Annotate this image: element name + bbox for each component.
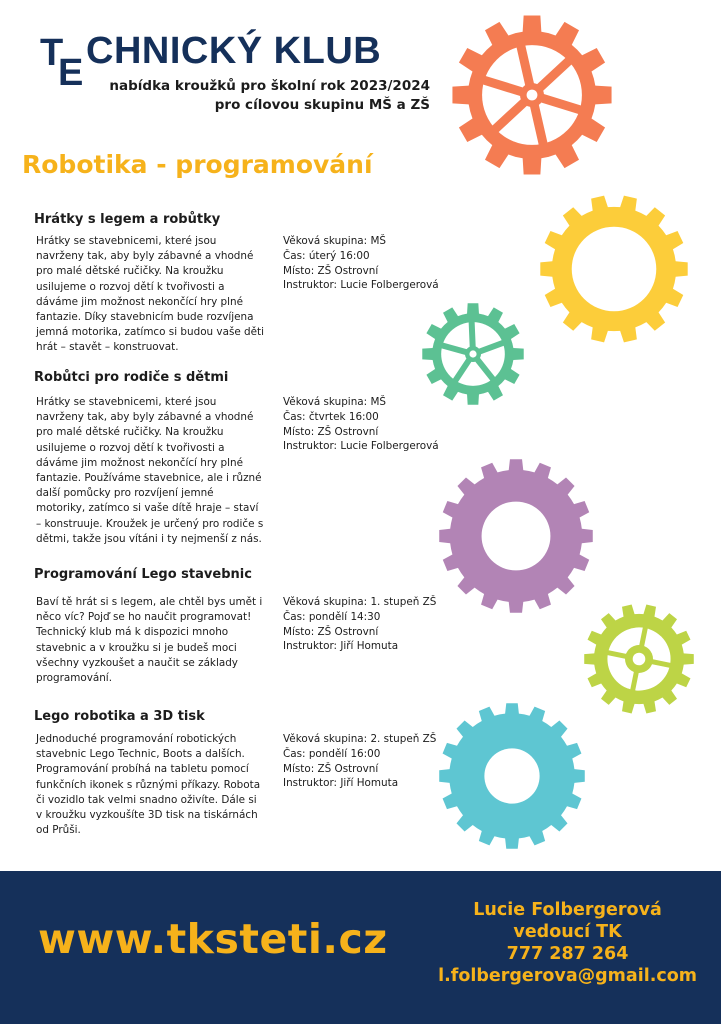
cyan-gear-icon xyxy=(438,702,586,850)
course-description: Hrátky se stavebnicemi, které jsou navrženy tak, aby byly zábavné a vhodné pro malé dětské ručičky. Na kroužku usilujeme o rozvoj dětí k tvořivosti a dáváme jim možnost nekončící hry plné fantazie. Díky stavebnicím bude rozvíjena jemná motorika, zatímco si budou vaše děti hrát – stavět – konstruovat. xyxy=(36,235,265,354)
course-info xyxy=(283,732,453,791)
course-title: Lego robotika a 3D tisk xyxy=(34,709,205,724)
orange-gear-icon xyxy=(451,14,613,176)
contact-email[interactable]: l.folbergerova@gmail.com xyxy=(438,966,697,986)
contact-block xyxy=(438,899,697,987)
footer xyxy=(0,871,721,1024)
course-title: Robůtci pro rodiče s dětmi xyxy=(34,370,229,385)
course-instructor: Instruktor: Jiří Homuta xyxy=(283,777,399,790)
course-description: Hrátky se stavebnicemi, které jsou navrženy tak, aby byly zábavné a vhodné pro malé dětské ručičky. Na kroužku usilujeme o rozvoj dětí k tvořivosti a dáváme jim možnost nekončící hry plné fantazie. Používáme stavebnice, ale i různé další pomůcky pro rozvíjení jemné motoriky, zatímco si vaše dítě hraje – staví – konstruuje. Kroužek je určený pro rodiče s dětmi, takže jsou vítáni i ty nejmenší z nás. xyxy=(36,396,264,545)
course-age-group: Věková skupina: MŠ xyxy=(283,235,387,247)
course-time: Čas: pondělí 14:30 xyxy=(283,610,381,623)
purple-gear-icon xyxy=(438,458,594,614)
logo-letter-t: T xyxy=(40,32,64,74)
course-place: Místo: ZŠ Ostrovní xyxy=(283,762,379,775)
course-time: Čas: úterý 16:00 xyxy=(283,249,370,262)
yellow-gear-icon xyxy=(539,194,689,344)
course-place: Místo: ZŠ Ostrovní xyxy=(283,425,379,438)
course-place: Místo: ZŠ Ostrovní xyxy=(283,264,379,277)
technicky-klub-logo xyxy=(40,30,430,120)
subtitle-target-group: pro cílovou skupinu MŠ a ZŠ xyxy=(214,97,430,113)
contact-phone[interactable]: 777 287 264 xyxy=(506,944,629,964)
header xyxy=(40,30,430,120)
course-age-group: Věková skupina: 2. stupeň ZŠ xyxy=(283,733,437,745)
course-title: Programování Lego stavebnic xyxy=(34,567,252,582)
course-instructor: Instruktor: Lucie Folbergerová xyxy=(283,440,439,453)
lime-gear-icon xyxy=(583,603,695,715)
course-age-group: Věková skupina: 1. stupeň ZŠ xyxy=(283,596,437,608)
course-age-group: Věková skupina: MŠ xyxy=(283,396,387,408)
green-gear-icon xyxy=(421,302,525,406)
subtitle-school-year: nabídka kroužků pro školní rok 2023/2024 xyxy=(109,78,430,94)
logo-letter-e: E xyxy=(58,52,84,94)
contact-name: Lucie Folbergerová xyxy=(473,900,662,920)
course-place: Místo: ZŠ Ostrovní xyxy=(283,625,379,638)
course-info xyxy=(283,595,453,654)
course-instructor: Instruktor: Lucie Folbergerová xyxy=(283,279,439,292)
course-description: Jednoduché programování robotických stavebnic Lego Technic, Boots a dalších. Programování probíhá na tabletu pomocí funkčních ikonek s různými příkazy. Robota či vozidlo tak velmi snadno oživíte. Dále si v kroužku vyzkoušíte 3D tisk na tiskárnách od Průši. xyxy=(36,733,261,837)
course-title: Hrátky s legem a robůtky xyxy=(34,212,221,227)
contact-role: vedoucí TK xyxy=(513,922,622,942)
page-heading: Robotika - programování xyxy=(22,150,373,179)
logo-title: CHNICKÝ KLUB xyxy=(86,30,382,72)
course-time: Čas: čtvrtek 16:00 xyxy=(283,410,379,423)
course-description: Baví tě hrát si s legem, ale chtěl bys umět i něco víc? Pojď se ho naučit programovat! Technický klub má k dispozici mnoho stavebnic a v kroužku si je budeš moci všechny vyzkoušet a naučit se základy programování. xyxy=(36,596,263,685)
course-instructor: Instruktor: Jiří Homuta xyxy=(283,640,399,653)
course-info xyxy=(283,234,453,293)
course-time: Čas: pondělí 16:00 xyxy=(283,747,381,760)
website-link[interactable]: www.tksteti.cz xyxy=(38,915,388,963)
